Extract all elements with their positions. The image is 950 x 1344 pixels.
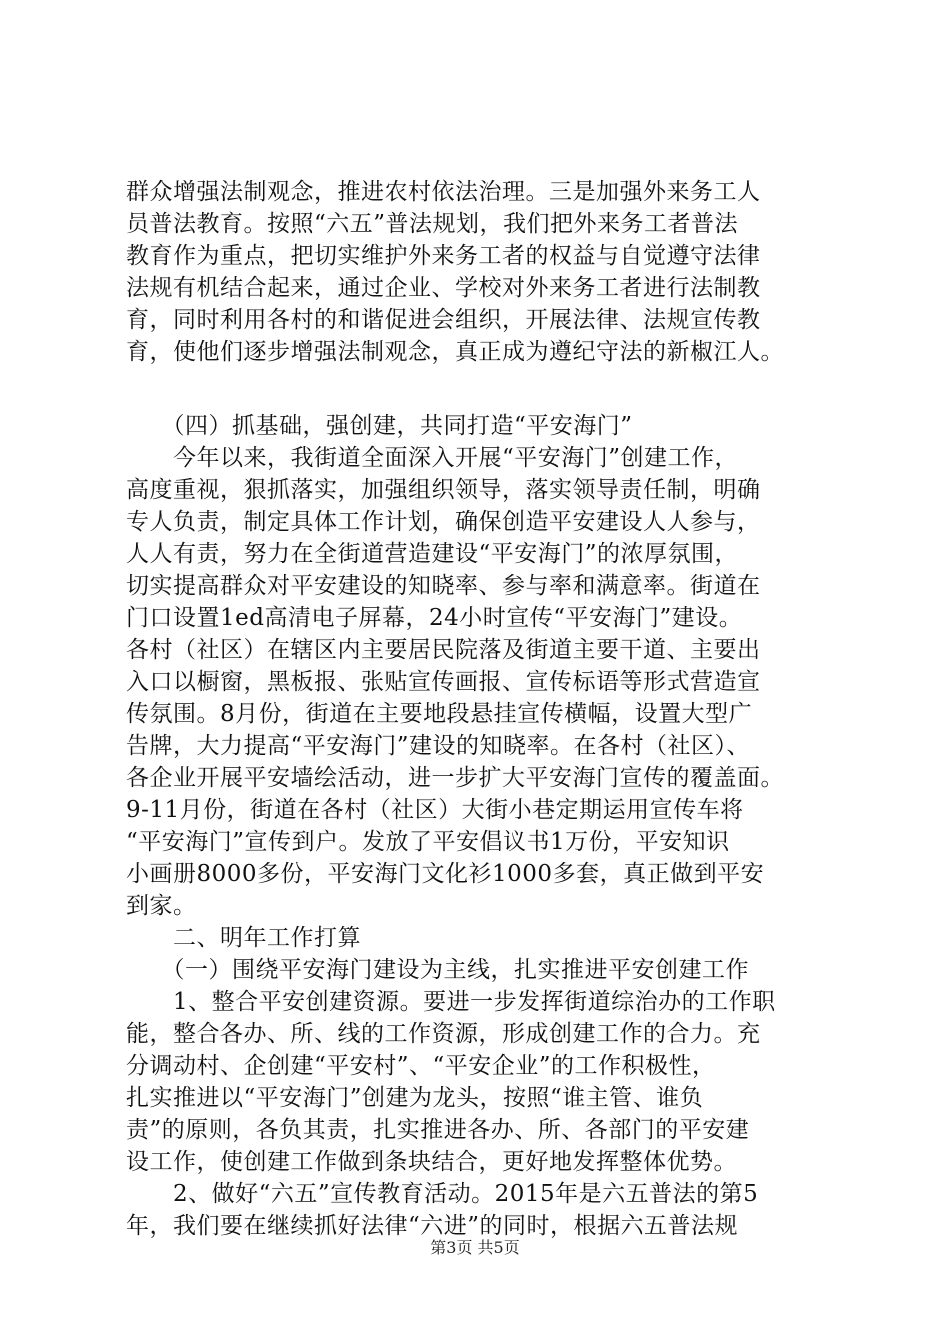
paragraph-block-2: [126, 410, 826, 1242]
text-line: 扎实推进以“平安海门”创建为龙头，按照“谁主管、谁负: [126, 1085, 704, 1111]
text-line: 入口以橱窗，黑板报、张贴宣传画报、宣传标语等形式营造宣: [126, 669, 761, 695]
text-line: 2、做好“六五”宣传教育活动。2015年是六五普法的第5: [126, 1181, 759, 1207]
text-line: 门口设置1ed高清电子屏幕，24小时宣传“平安海门”建设。: [126, 605, 743, 631]
text-line: 教育作为重点，把切实维护外来务工者的权益与自觉遵守法律: [126, 243, 761, 269]
text-line: 小画册8000多份，平安海门文化衫1000多套，真正做到平安: [126, 861, 765, 887]
section-heading: 二、明年工作打算: [126, 925, 361, 951]
text-line: “平安海门”宣传到户。发放了平安倡议书1万份，平安知识: [126, 829, 730, 855]
text-line: 年，我们要在继续抓好法律“六进”的同时，根据六五普法规: [126, 1213, 739, 1239]
section-heading: （四）抓基础，强创建，共同打造“平安海门”: [126, 413, 633, 439]
text-line: 育，同时利用各村的和谐促进会组织，开展法律、法规宣传教: [126, 307, 761, 333]
text-line: 各村（社区）在辖区内主要居民院落及街道主要干道、主要出: [126, 637, 761, 663]
text-line: 到家。: [126, 893, 197, 919]
text-line: 育，使他们逐步增强法制观念，真正成为遵纪守法的新椒江人。: [126, 339, 784, 365]
text-line: 各企业开展平安墙绘活动，进一步扩大平安海门宣传的覆盖面。: [126, 765, 784, 791]
text-line: 员普法教育。按照“六五”普法规划，我们把外来务工者普法: [126, 211, 739, 237]
page-footer: 第3页 共5页: [430, 1238, 520, 1257]
section-heading: （一）围绕平安海门建设为主线，扎实推进平安创建工作: [126, 957, 749, 983]
text-line: 告牌，大力提高“平安海门”建设的知晓率。在各村（社区）、: [126, 733, 751, 759]
text-line: 责”的原则，各负其责，扎实推进各办、所、各部门的平安建: [126, 1117, 750, 1143]
text-line: 高度重视，狠抓落实，加强组织领导，落实领导责任制，明确: [126, 477, 761, 503]
text-line: 能，整合各办、所、线的工作资源，形成创建工作的合力。充: [126, 1021, 761, 1047]
text-line: 切实提高群众对平安建设的知晓率、参与率和满意率。街道在: [126, 573, 761, 599]
paragraph-block-1: [126, 176, 826, 368]
text-line: 传氛围。8月份，街道在主要地段悬挂宣传横幅，设置大型广: [126, 701, 753, 727]
text-line: 今年以来，我街道全面深入开展“平安海门”创建工作，: [126, 445, 739, 471]
text-line: 专人负责，制定具体工作计划，确保创造平安建设人人参与，: [126, 509, 761, 535]
text-line: 人人有责，努力在全街道营造建设“平安海门”的浓厚氛围，: [126, 541, 739, 567]
text-line: 法规有机结合起来，通过企业、学校对外来务工者进行法制教: [126, 275, 761, 301]
text-line: 1、整合平安创建资源。要进一步发挥街道综治办的工作职: [126, 989, 776, 1015]
text-line: 设工作，使创建工作做到条块结合，更好地发挥整体优势。: [126, 1149, 737, 1175]
text-line: 群众增强法制观念，推进农村依法治理。三是加强外来务工人: [126, 179, 761, 205]
text-line: 9-11月份，街道在各村（社区）大街小巷定期运用宣传车将: [126, 797, 744, 823]
text-line: 分调动村、企创建“平安村”、“平安企业”的工作积极性，: [126, 1053, 716, 1079]
